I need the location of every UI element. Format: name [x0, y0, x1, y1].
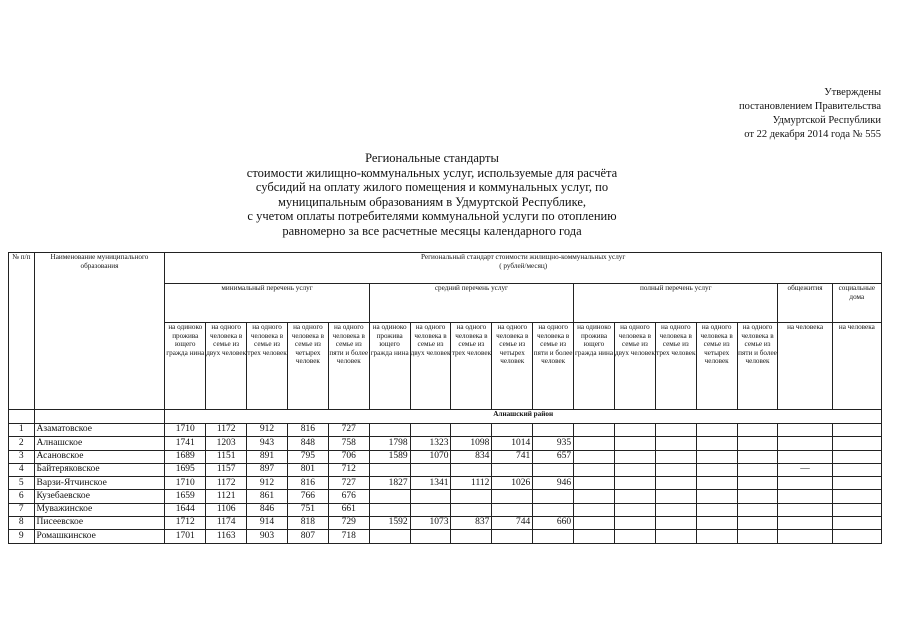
value-cell: 1163 — [206, 530, 247, 543]
value-cell — [737, 517, 778, 530]
title-line: равномерно за все расчетные месяцы календарного года — [282, 223, 582, 238]
value-cell — [832, 424, 881, 437]
value-cell — [696, 477, 737, 490]
value-cell — [696, 437, 737, 450]
value-cell — [574, 463, 615, 476]
value-cell — [410, 424, 451, 437]
value-cell: 1827 — [369, 477, 410, 490]
title-line: субсидий на оплату жилого помещения и коммунальных услуг, по — [255, 180, 609, 194]
value-cell: 1323 — [410, 437, 451, 450]
value-cell — [614, 450, 655, 463]
value-cell — [614, 503, 655, 516]
subheader-cell: на одного человека в семье из пяти и более человек — [737, 323, 778, 410]
value-cell: 834 — [451, 450, 492, 463]
value-cell: 848 — [287, 437, 328, 450]
subheader-cell: на человека — [778, 323, 832, 410]
approval-block — [739, 86, 881, 142]
value-cell: 1073 — [410, 517, 451, 530]
value-cell — [451, 530, 492, 543]
value-cell — [655, 424, 696, 437]
subheader-cell: на одного человека в семье из трех человек — [655, 323, 696, 410]
value-cell — [696, 530, 737, 543]
value-cell: 1741 — [165, 437, 206, 450]
value-cell — [737, 450, 778, 463]
value-cell — [410, 503, 451, 516]
value-cell — [655, 463, 696, 476]
value-cell: 1659 — [165, 490, 206, 503]
value-cell: 1695 — [165, 463, 206, 476]
value-cell: 914 — [247, 517, 288, 530]
value-cell: 903 — [247, 530, 288, 543]
value-cell: 1151 — [206, 450, 247, 463]
subheader-cell: на одного человека в семье из четырех человек — [696, 323, 737, 410]
value-cell — [737, 424, 778, 437]
value-cell: 943 — [247, 437, 288, 450]
value-cell — [492, 530, 533, 543]
row-number: 3 — [9, 450, 35, 463]
value-cell — [832, 437, 881, 450]
value-cell — [533, 463, 574, 476]
value-cell — [696, 490, 737, 503]
value-cell: 1798 — [369, 437, 410, 450]
municipality-name: Кузебаевское — [34, 490, 165, 503]
table-row — [9, 477, 882, 490]
value-cell — [614, 463, 655, 476]
municipality-name: Писеевское — [34, 517, 165, 530]
value-cell: 912 — [247, 424, 288, 437]
section-header: Алнашский район — [165, 410, 882, 424]
value-cell — [778, 530, 832, 543]
value-cell — [492, 424, 533, 437]
value-cell — [574, 490, 615, 503]
value-cell — [778, 450, 832, 463]
value-cell — [778, 503, 832, 516]
main-header-line: ( рублей/месяц) — [499, 261, 548, 270]
row-number: 8 — [9, 517, 35, 530]
value-cell: 727 — [328, 424, 369, 437]
value-cell: 766 — [287, 490, 328, 503]
value-cell: 912 — [247, 477, 288, 490]
value-cell — [574, 517, 615, 530]
group-header-minimal: минимальный перечень услуг — [165, 284, 369, 323]
subheader-cell: на одиноко прожива ющего гражда нина — [369, 323, 410, 410]
value-cell: 1112 — [451, 477, 492, 490]
section-spacer — [9, 410, 35, 424]
value-cell: 1689 — [165, 450, 206, 463]
value-cell — [832, 503, 881, 516]
value-cell — [737, 503, 778, 516]
value-cell — [574, 424, 615, 437]
value-cell: 1589 — [369, 450, 410, 463]
value-cell: 807 — [287, 530, 328, 543]
value-cell — [832, 477, 881, 490]
group-header-dormitory: общежития — [778, 284, 832, 323]
value-cell: 706 — [328, 450, 369, 463]
value-cell — [778, 424, 832, 437]
document-title — [222, 151, 642, 238]
group-header-social: социальные дома — [832, 284, 881, 323]
value-cell: 712 — [328, 463, 369, 476]
value-cell: 751 — [287, 503, 328, 516]
value-cell: 891 — [247, 450, 288, 463]
value-cell — [533, 530, 574, 543]
approval-line: Утверждены — [824, 87, 881, 98]
table-row — [9, 490, 882, 503]
title-line: с учетом оплаты потребителями коммунальной услуги по отоплению — [247, 209, 617, 223]
value-cell — [696, 463, 737, 476]
value-cell — [614, 477, 655, 490]
municipality-name: Азаматовское — [34, 424, 165, 437]
value-cell — [492, 463, 533, 476]
value-cell — [451, 424, 492, 437]
title-line: муниципальным образованиям в Удмуртской Республике, — [277, 194, 587, 209]
value-cell — [696, 517, 737, 530]
value-cell: 660 — [533, 517, 574, 530]
value-cell — [533, 490, 574, 503]
value-cell — [614, 530, 655, 543]
value-cell — [778, 490, 832, 503]
value-cell: 718 — [328, 530, 369, 543]
row-number: 6 — [9, 490, 35, 503]
value-cell — [614, 437, 655, 450]
value-cell — [369, 503, 410, 516]
value-cell — [655, 503, 696, 516]
value-cell — [696, 450, 737, 463]
number-header: № п/п — [9, 253, 35, 410]
value-cell: 1701 — [165, 530, 206, 543]
value-cell — [533, 424, 574, 437]
value-cell: 1014 — [492, 437, 533, 450]
value-cell: 846 — [247, 503, 288, 516]
value-cell — [492, 503, 533, 516]
value-cell — [492, 490, 533, 503]
subheader-cell: на одного человека в семье из трех человек — [451, 323, 492, 410]
value-cell: 837 — [451, 517, 492, 530]
value-cell: 897 — [247, 463, 288, 476]
approval-line: Удмуртской Республики — [772, 115, 881, 126]
value-cell — [574, 530, 615, 543]
municipality-name: Варзи-Ятчинское — [34, 477, 165, 490]
value-cell: 744 — [492, 517, 533, 530]
subheader-cell: на одного человека в семье из четырех человек — [492, 323, 533, 410]
value-cell — [832, 450, 881, 463]
value-cell — [574, 503, 615, 516]
table-row — [9, 503, 882, 516]
value-cell: 758 — [328, 437, 369, 450]
row-number: 5 — [9, 477, 35, 490]
municipality-name: Байтеряковское — [34, 463, 165, 476]
value-cell: 1172 — [206, 477, 247, 490]
value-cell: 1157 — [206, 463, 247, 476]
value-cell: 1106 — [206, 503, 247, 516]
row-number: 7 — [9, 503, 35, 516]
value-cell: 661 — [328, 503, 369, 516]
main-header-line: Региональный стандарт стоимости жилищно-коммунальных услуг — [421, 253, 626, 261]
value-cell: 1710 — [165, 477, 206, 490]
standards-table — [8, 252, 882, 544]
value-cell: 818 — [287, 517, 328, 530]
value-cell — [614, 517, 655, 530]
table-row — [9, 450, 882, 463]
value-cell — [614, 424, 655, 437]
municipality-name: Муважинское — [34, 503, 165, 516]
value-cell: 1592 — [369, 517, 410, 530]
value-cell: 946 — [533, 477, 574, 490]
title-line: стоимости жилищно-коммунальных услуг, используемые для расчёта — [246, 165, 618, 180]
value-cell — [574, 437, 615, 450]
main-header — [165, 253, 882, 284]
subheader-cell: на одного человека в семье из двух человек — [410, 323, 451, 410]
municipality-name: Ромашкинское — [34, 530, 165, 543]
row-number: 9 — [9, 530, 35, 543]
value-cell — [410, 490, 451, 503]
row-number: 4 — [9, 463, 35, 476]
value-cell — [574, 450, 615, 463]
title-line: Региональные стандарты — [365, 151, 499, 165]
value-cell — [369, 463, 410, 476]
row-number: 2 — [9, 437, 35, 450]
value-cell — [369, 490, 410, 503]
section-spacer — [34, 410, 165, 424]
value-cell: 861 — [247, 490, 288, 503]
value-cell: 1098 — [451, 437, 492, 450]
subheader-cell: на одного человека в семье из трех человек — [247, 323, 288, 410]
value-cell — [655, 517, 696, 530]
value-cell: 1174 — [206, 517, 247, 530]
value-cell: 657 — [533, 450, 574, 463]
subheader-cell: на одного человека в семье из двух человек — [614, 323, 655, 410]
value-cell — [696, 424, 737, 437]
value-cell: 1026 — [492, 477, 533, 490]
value-cell: 795 — [287, 450, 328, 463]
table-row — [9, 437, 882, 450]
value-cell — [451, 463, 492, 476]
value-cell — [778, 477, 832, 490]
value-cell: 1341 — [410, 477, 451, 490]
table-row — [9, 530, 882, 543]
subheader-cell: на одиноко прожива ющего гражда нина — [165, 323, 206, 410]
value-cell — [832, 490, 881, 503]
subheader-cell: на одного человека в семье из пяти и более человек — [533, 323, 574, 410]
value-cell: 729 — [328, 517, 369, 530]
value-cell — [655, 530, 696, 543]
value-cell — [737, 437, 778, 450]
value-cell: 1710 — [165, 424, 206, 437]
table-row — [9, 517, 882, 530]
value-cell: 1712 — [165, 517, 206, 530]
value-cell — [655, 437, 696, 450]
value-cell — [655, 450, 696, 463]
value-cell — [574, 477, 615, 490]
subheader-cell: на одного человека в семье из двух человек — [206, 323, 247, 410]
value-cell: 1203 — [206, 437, 247, 450]
group-header-medium: средний перечень услуг — [369, 284, 573, 323]
value-cell — [778, 517, 832, 530]
value-cell — [832, 530, 881, 543]
approval-line: постановлением Правительства — [738, 101, 881, 112]
value-cell: 727 — [328, 477, 369, 490]
row-number: 1 — [9, 424, 35, 437]
value-cell — [451, 503, 492, 516]
value-cell — [369, 424, 410, 437]
value-cell — [655, 477, 696, 490]
value-cell — [737, 463, 778, 476]
value-cell — [614, 490, 655, 503]
value-cell: 816 — [287, 424, 328, 437]
value-cell — [655, 490, 696, 503]
value-cell: 1070 — [410, 450, 451, 463]
municipality-name: Асановское — [34, 450, 165, 463]
table-body — [9, 424, 882, 544]
value-cell — [832, 517, 881, 530]
subheader-cell: на одиноко прожива ющего гражда нина — [574, 323, 615, 410]
value-cell — [410, 463, 451, 476]
value-cell — [533, 503, 574, 516]
value-cell: 741 — [492, 450, 533, 463]
group-header-full: полный перечень услуг — [574, 284, 778, 323]
value-cell: 1121 — [206, 490, 247, 503]
value-cell — [778, 437, 832, 450]
municipality-name: Алнашское — [34, 437, 165, 450]
table-row — [9, 463, 882, 476]
value-cell — [737, 530, 778, 543]
value-cell: 816 — [287, 477, 328, 490]
value-cell: 935 — [533, 437, 574, 450]
value-cell — [832, 463, 881, 476]
value-cell: 676 — [328, 490, 369, 503]
value-cell: — — [778, 463, 832, 476]
value-cell: 1644 — [165, 503, 206, 516]
value-cell — [410, 530, 451, 543]
value-cell: 801 — [287, 463, 328, 476]
subheader-cell: на человека — [832, 323, 881, 410]
name-header: Наименование муниципального образования — [34, 253, 165, 410]
value-cell — [737, 477, 778, 490]
subheader-cell: на одного человека в семье из четырех человек — [287, 323, 328, 410]
value-cell — [369, 530, 410, 543]
value-cell — [451, 490, 492, 503]
value-cell — [737, 490, 778, 503]
value-cell: 1172 — [206, 424, 247, 437]
approval-line: от 22 декабря 2014 года № 555 — [744, 129, 881, 140]
value-cell — [696, 503, 737, 516]
table-row — [9, 424, 882, 437]
subheader-cell: на одного человека в семье из пяти и более человек — [328, 323, 369, 410]
